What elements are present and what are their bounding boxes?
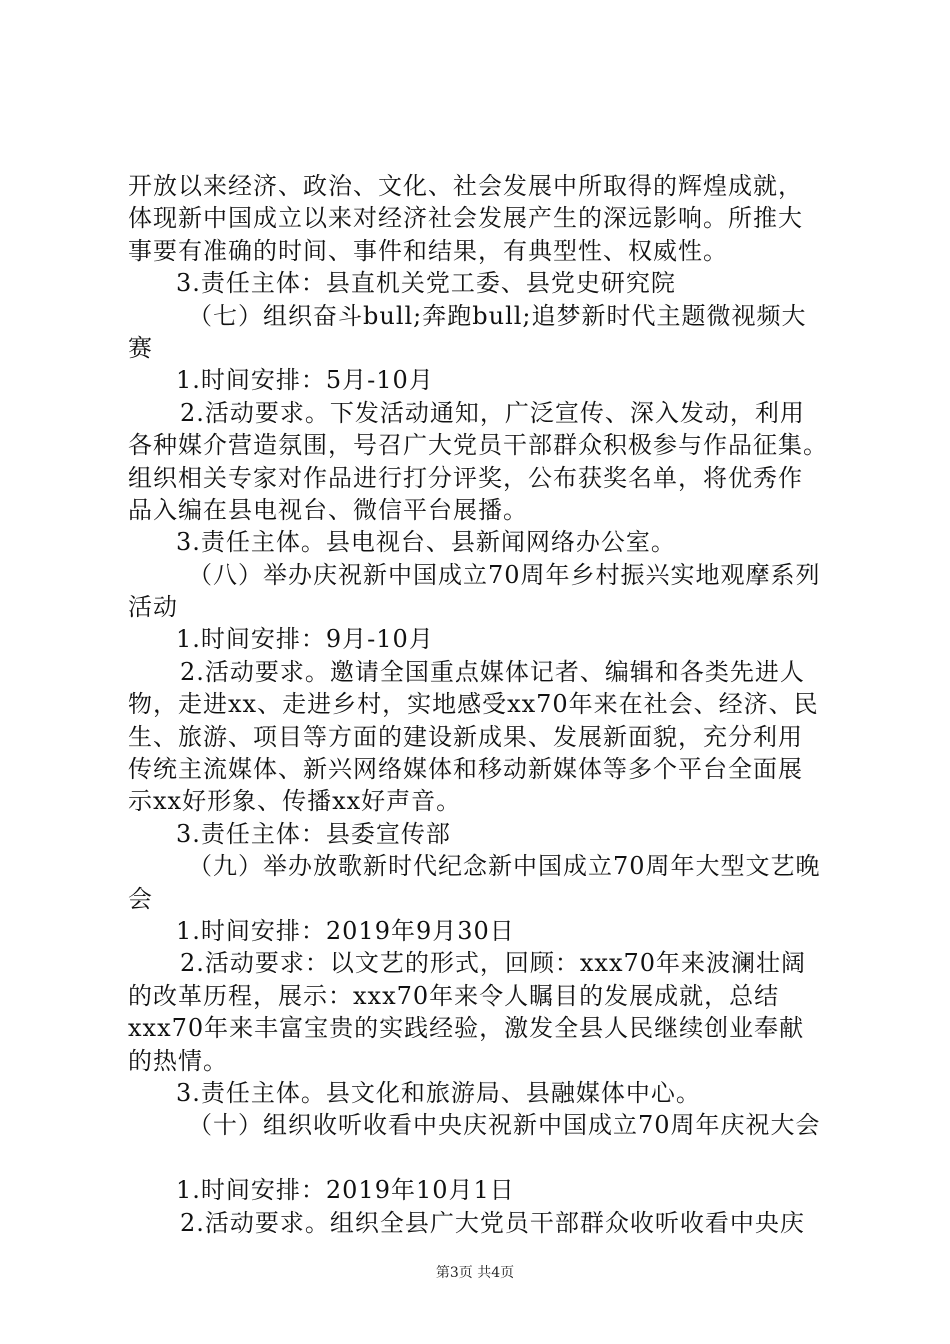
paragraph-line: 的改革历程，展示：xxx70年来令人瞩目的发展成就，总结 [128,981,780,1010]
schedule-line: 1.时间安排：9月-10月 [176,625,434,654]
section-heading-7: （七）组织奋斗bull;奔跑bull;追梦新时代主题微视频大 [188,301,807,330]
responsibility-line: 3.责任主体。县文化和旅游局、县融媒体中心。 [176,1078,701,1107]
paragraph-line: 传统主流媒体、新兴网络媒体和移动新媒体等多个平台全面展 [128,755,803,784]
schedule-line: 1.时间安排：5月-10月 [176,366,434,395]
paragraph-line: 的热情。 [128,1046,228,1075]
paragraph-line: xxx70年来丰富宝贵的实践经验，激发全县人民继续创业奉献 [128,1014,805,1043]
responsibility-line: 3.责任主体：县直机关党工委、县党史研究院 [176,269,676,298]
paragraph-line: 组织相关专家对作品进行打分评奖，公布获奖名单，将优秀作 [128,463,803,492]
paragraph-line: 开放以来经济、政治、文化、社会发展中所取得的辉煌成就， [128,172,803,200]
section-heading-8-cont: 活动 [128,593,178,622]
schedule-line: 1.时间安排：2019年9月30日 [176,916,515,945]
paragraph-line: 事要有准确的时间、事件和结果，有典型性、权威性。 [128,236,728,265]
section-heading-8: （八）举办庆祝新中国成立70周年乡村振兴实地观摩系列 [188,560,821,589]
requirement-line: 2.活动要求：以文艺的形式，回顾：xxx70年来波澜壮阔 [180,949,807,978]
responsibility-line: 3.责任主体。县电视台、县新闻网络办公室。 [176,528,676,557]
paragraph-line: 品入编在县电视台、微信平台展播。 [128,495,528,524]
page-number-footer: 第3页 共4页 [435,1265,515,1281]
paragraph-line: 示xx好形象、传播xx好声音。 [128,787,462,816]
requirement-line: 2.活动要求。邀请全国重点媒体记者、编辑和各类先进人 [180,657,805,686]
document-body [128,170,838,1239]
paragraph-line: 各种媒介营造氛围，号召广大党员干部群众积极参与作品征集。 [128,431,828,460]
section-heading-7-cont: 赛 [128,333,153,362]
paragraph-line: 物，走进xx、走进乡村，实地感受xx70年来在社会、经济、民 [128,690,819,719]
requirement-line: 2.活动要求。组织全县广大党员干部群众收听收看中央庆 [180,1208,805,1237]
paragraph-line: 体现新中国成立以来对经济社会发展产生的深远影响。所推大 [128,204,803,233]
section-heading-9-cont: 会 [128,884,153,913]
section-heading-9: （九）举办放歌新时代纪念新中国成立70周年大型文艺晚 [188,852,821,881]
schedule-line: 1.时间安排：2019年10月1日 [176,1176,515,1205]
section-heading-10: （十）组织收听收看中央庆祝新中国成立70周年庆祝大会 [188,1111,821,1140]
paragraph-line: 生、旅游、项目等方面的建设新成果、发展新面貌，充分利用 [128,722,803,751]
requirement-line: 2.活动要求。下发活动通知，广泛宣传、深入发动，利用 [180,398,805,427]
responsibility-line: 3.责任主体：县委宣传部 [176,819,451,848]
blank-line [128,1142,838,1174]
